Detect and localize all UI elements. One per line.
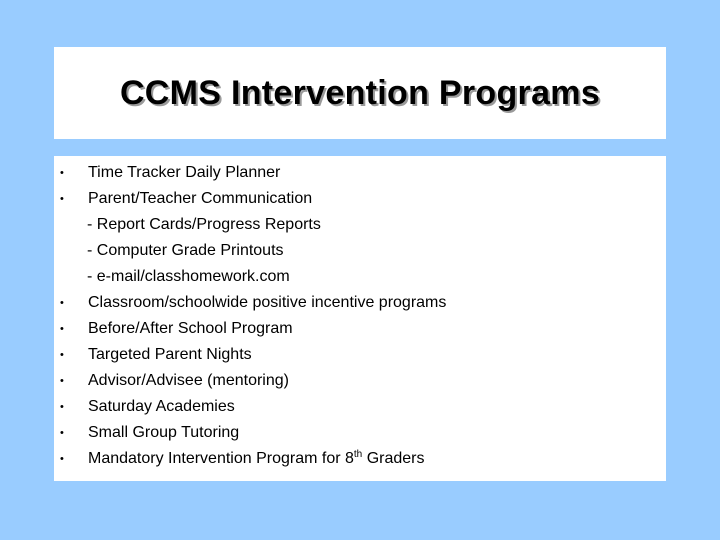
sub-list-item (54, 212, 666, 238)
program-list (54, 160, 666, 472)
sub-list-item (54, 238, 666, 264)
list-item (54, 160, 666, 186)
list-item-text-start: Mandatory Intervention Program for 8 (88, 450, 354, 467)
sub-list-item-text: - Report Cards/Progress Reports (87, 216, 321, 233)
list-item-text (88, 446, 425, 472)
list-item-text: Saturday Academies (88, 398, 235, 415)
bullet-icon: • (60, 375, 64, 387)
bullet-icon: • (60, 193, 64, 205)
sub-list-item (54, 264, 666, 290)
bullet-icon: • (60, 401, 64, 413)
title-panel (54, 47, 666, 139)
slide-title: CCMS Intervention Programs (119, 73, 601, 112)
list-item (54, 342, 666, 368)
list-item-text: Advisor/Advisee (mentoring) (88, 372, 289, 389)
list-item-text: Before/After School Program (88, 320, 293, 337)
bullet-icon: • (60, 323, 64, 335)
bullet-icon: • (60, 453, 64, 465)
list-item-text-end: Graders (362, 450, 425, 467)
bullet-icon: • (60, 297, 64, 309)
list-item-text: Targeted Parent Nights (88, 346, 252, 363)
ordinal-suffix: th (353, 449, 363, 460)
bullet-icon: • (60, 427, 64, 439)
list-item (54, 290, 666, 316)
list-item-text: Small Group Tutoring (88, 424, 240, 441)
list-item (54, 394, 666, 420)
list-item-text: Parent/Teacher Communication (88, 190, 313, 207)
list-item (54, 368, 666, 394)
list-item-text: Time Tracker Daily Planner (88, 164, 281, 181)
list-item (54, 316, 666, 342)
content-panel (54, 156, 666, 481)
bullet-icon: • (60, 349, 64, 361)
list-item-text: Classroom/schoolwide positive incentive programs (88, 294, 447, 311)
sub-list-item-text: - Computer Grade Printouts (87, 242, 284, 259)
bullet-icon: • (60, 167, 64, 179)
list-item (54, 420, 666, 446)
list-item (54, 186, 666, 212)
list-item (54, 446, 666, 472)
sub-list-item-text: - e-mail/classhomework.com (87, 268, 290, 285)
